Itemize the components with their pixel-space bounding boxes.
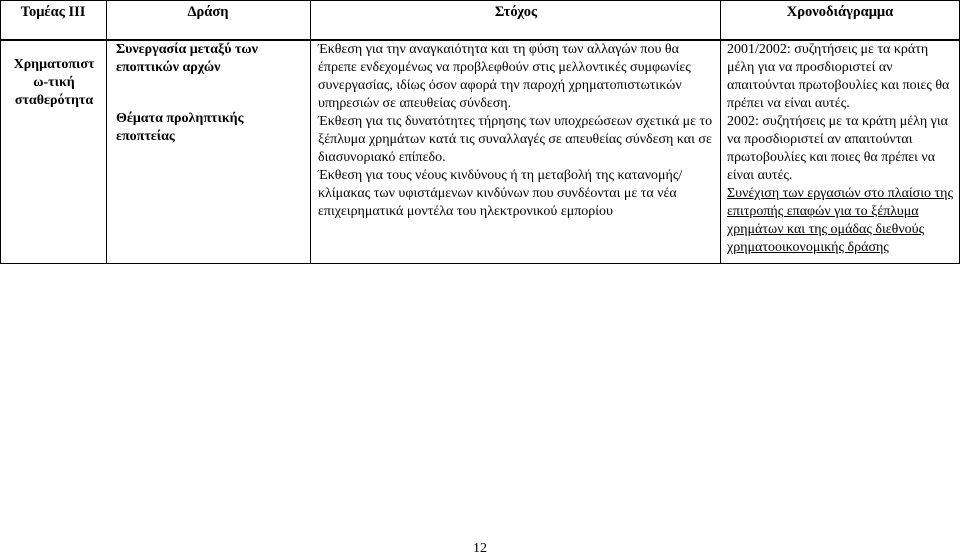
table-left-border <box>0 0 1 264</box>
goal-item-2: Έκθεση για τις δυνατότητες τήρησης των υποχρεώσεων σχετικά με το ξέπλυμα χρημάτων κατά τις συναλλαγές σε απευθείας σύνδεση και σε διασυνοριακό επίπεδο. <box>318 114 713 165</box>
header-sector: Τομέας ΙΙΙ <box>20 4 86 20</box>
timeline-item-3: Συνέχιση των εργασιών στο πλαίσιο της επιτροπής επαφών για το ξέπλυμα χρημάτων και της ομάδας διεθνούς χρηματοοικονομικής δράσης <box>727 186 953 255</box>
header-goal: Στόχος <box>494 4 538 20</box>
table-top-border <box>0 0 960 1</box>
column-divider-2 <box>310 0 311 264</box>
timeline-item-2: 2002: συζητήσεις με τα κράτη μέλη για να προσδιοριστεί αν απαιτούνται πρωτοβουλίες και ποιες θα πρέπει να είναι αυτές. <box>727 114 948 183</box>
action-cooperation: Συνεργασία μεταξύ των εποπτικών αρχών <box>116 42 258 75</box>
sector-name-line-1: Χρηματοπιστ <box>13 57 95 72</box>
timeline-item-1: 2001/2002: συζητήσεις με τα κράτη μέλη για να προσδιοριστεί αν απαιτούνται πρωτοβουλίες και ποιες θα πρέπει να είναι αυτές. <box>727 42 950 111</box>
sector-name <box>2 56 106 110</box>
column-divider-3 <box>720 0 721 264</box>
policy-table <box>0 0 960 264</box>
goal-item-1: Έκθεση για την αναγκαιότητα και τη φύση των αλλαγών που θα έπρεπε ενδεχομένως να προβλεφθούν στις μελλοντικές συμφωνίες συνεργασίας, ιδίως όσον αφορά την παροχή χρηματοπιστωτικών υπηρεσιών σε απευθείας σύνδεση. <box>318 42 691 111</box>
action-prudential: Θέματα προληπτικής εποπτείας <box>116 111 244 144</box>
sector-name-line-3: σταθερότητα <box>14 93 94 108</box>
table-bottom-border <box>0 263 960 264</box>
header-action: Δράση <box>187 4 229 20</box>
page-number: 12 <box>473 541 487 556</box>
goal-item-3: Έκθεση για τους νέους κινδύνους ή τη μεταβολή της κατανομής/κλίμακας των υφιστάμενων κινδύνων που συνδέονται με τα νέα επιχειρηματικά μοντέλα του ηλεκτρονικού εμπορίου <box>318 168 683 219</box>
column-divider-1 <box>106 0 107 264</box>
goal-list <box>318 41 715 221</box>
timeline-list <box>727 41 955 257</box>
header-timeline: Χρονοδιάγραμμα <box>786 4 894 20</box>
sector-name-line-2: ω-τική <box>33 75 75 90</box>
